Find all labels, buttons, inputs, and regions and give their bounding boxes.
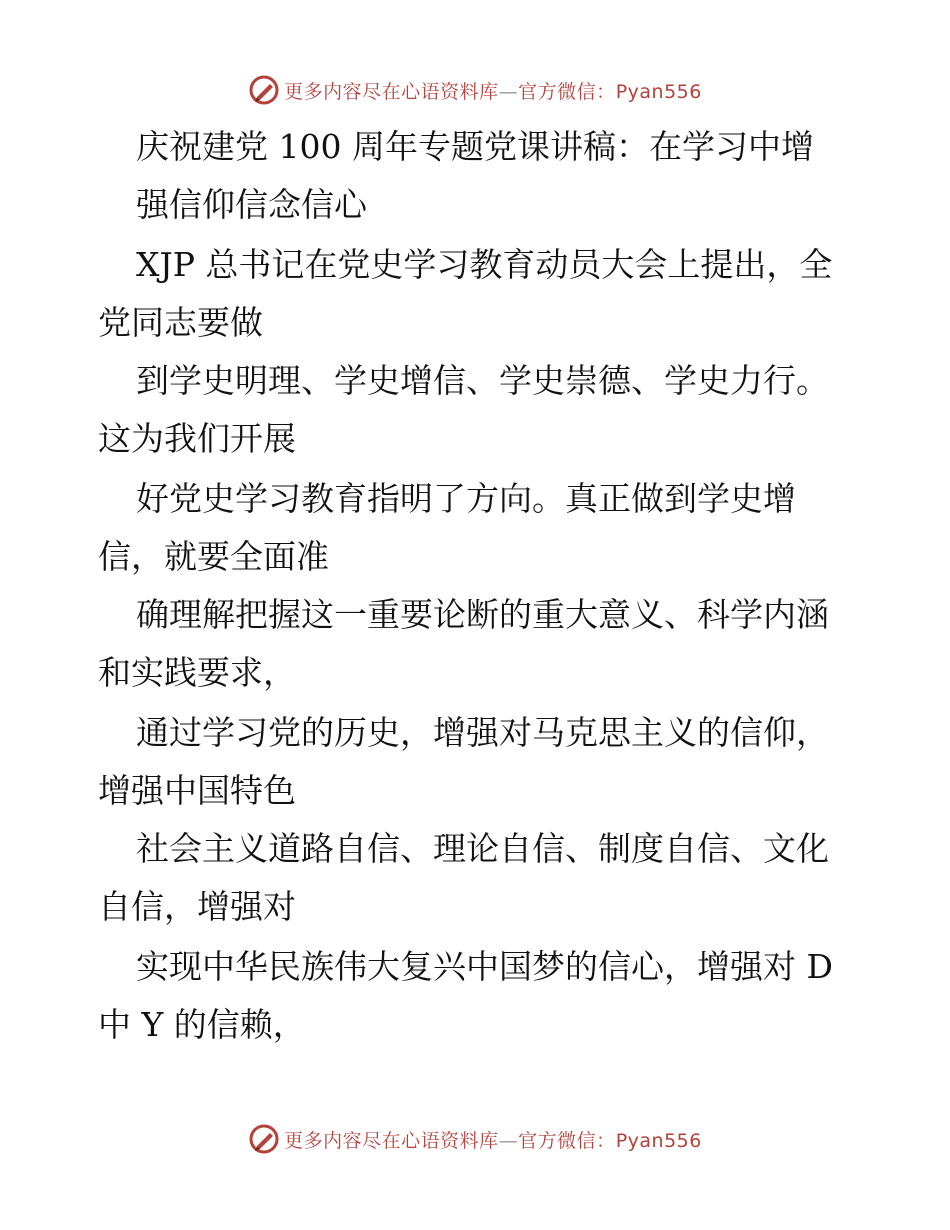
text-line: 和实践要求， — [98, 653, 296, 692]
text-line: 增强中国特色 — [98, 771, 296, 810]
text-line: 中 Y 的信赖， — [98, 1005, 306, 1044]
footer-wechat-label: 官方微信： — [518, 1129, 616, 1152]
text-line: XJP 总书记在党史学习教育动员大会上提出，全 — [136, 245, 833, 284]
text-line: 强信仰信念信心 — [136, 185, 367, 224]
header-separator: — — [498, 80, 519, 103]
text-line: 自信，增强对 — [98, 887, 296, 926]
text-line: 实现中华民族伟大复兴中国梦的信心，增强对 D — [136, 947, 833, 986]
footer-banner — [0, 1119, 950, 1159]
text-line: 党同志要做 — [98, 303, 263, 342]
footer-wechat-id: Pyan556 — [615, 1129, 702, 1152]
header-site-text: 更多内容尽在心语资料库 — [284, 80, 499, 103]
footer-banner-text — [284, 1126, 702, 1153]
text-line: 确理解把握这一重要论断的重大意义、科学内涵 — [136, 595, 829, 634]
footer-separator: — — [498, 1129, 519, 1152]
footer-site-text: 更多内容尽在心语资料库 — [284, 1129, 499, 1152]
text-line: 社会主义道路自信、理论自信、制度自信、文化 — [136, 829, 829, 868]
header-banner-text — [284, 77, 702, 104]
text-line: 信，就要全面准 — [98, 537, 329, 576]
text-line: 到学史明理、学史增信、学史崇德、学史力行。 — [136, 361, 829, 400]
text-line: 这为我们开展 — [98, 419, 296, 458]
text-line: 好党史学习教育指明了方向。真正做到学史增 — [136, 479, 796, 518]
header-wechat-id: Pyan556 — [615, 80, 702, 103]
text-line: 通过学习党的历史，增强对马克思主义的信仰， — [136, 713, 829, 752]
header-wechat-label: 官方微信： — [518, 80, 616, 103]
text-line: 庆祝建党 100 周年专题党课讲稿：在学习中增 — [136, 127, 814, 166]
header-banner — [0, 70, 950, 110]
pen-logo-icon — [248, 74, 280, 106]
pen-logo-icon — [248, 1123, 280, 1155]
